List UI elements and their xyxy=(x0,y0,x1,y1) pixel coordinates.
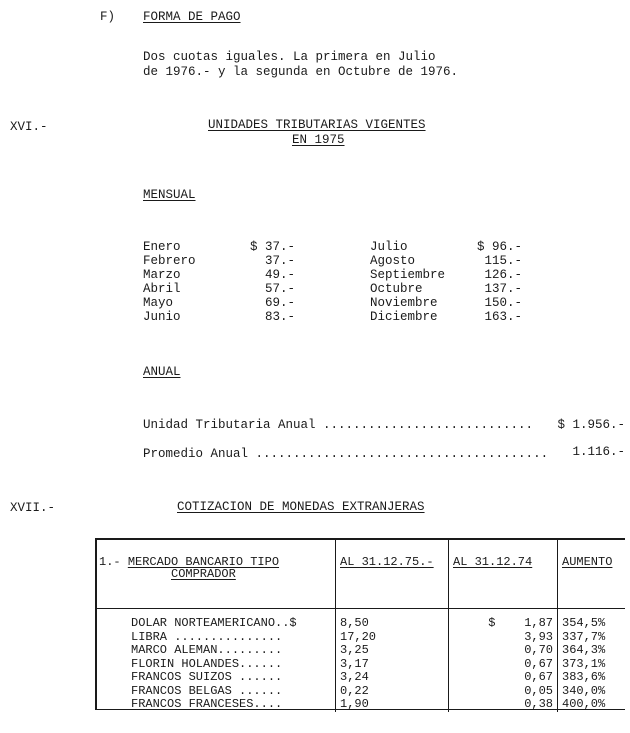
month-name: Octubre xyxy=(370,282,423,296)
value-1975: 3,25 xyxy=(336,644,449,658)
value-1974: 0,38 xyxy=(449,698,558,712)
anual-label: ANUAL xyxy=(143,365,181,379)
aumento-value: 383,6% xyxy=(562,670,606,684)
value-1975: 8,50 xyxy=(336,609,449,631)
header-col-1974: AL 31.12.74 xyxy=(449,538,558,609)
unidad-anual-value: $ 1.956.- xyxy=(557,418,625,432)
month-name: Marzo xyxy=(143,268,181,282)
unidad-anual-label: Unidad Tributaria Anual ............................ xyxy=(143,418,534,432)
month-name: Agosto xyxy=(370,254,416,268)
aumento-value: 354,5% xyxy=(562,616,606,630)
month-name: Abril xyxy=(143,282,181,296)
month-value: 115.- xyxy=(484,254,522,268)
promedio-anual-value: 1.116.- xyxy=(572,445,625,459)
header-col1-line1: MERCADO BANCARIO TIPO xyxy=(127,555,280,569)
table-row xyxy=(95,644,625,658)
month-name: Junio xyxy=(143,310,181,324)
month-name: Mayo xyxy=(143,296,174,310)
table-row xyxy=(95,631,625,645)
table-header-row xyxy=(95,538,625,609)
month-value: 83.- xyxy=(264,310,295,324)
value-1974: $ 1,87 xyxy=(449,609,558,631)
currency-name: FRANCOS FRANCESES.... xyxy=(95,698,336,712)
month-name: Diciembre xyxy=(370,310,438,324)
table-row xyxy=(95,685,625,699)
table-row xyxy=(95,658,625,672)
value-1975: 1,90 xyxy=(336,698,449,712)
table-row xyxy=(95,609,625,631)
table-row xyxy=(95,698,625,712)
value-1974: 0,67 xyxy=(449,658,558,672)
aumento-value: 400,0% xyxy=(562,697,606,711)
month-value: 137.- xyxy=(484,282,522,296)
table-row xyxy=(95,671,625,685)
header-col-aumento: AUMENTO xyxy=(558,538,626,609)
value-1974: 0,05 xyxy=(449,685,558,699)
exchange-rate-table xyxy=(95,538,625,712)
month-value: 126.- xyxy=(484,268,522,282)
month-value: $ 37.- xyxy=(249,240,295,254)
month-value: 69.- xyxy=(264,296,295,310)
header-col1-line2: COMPRADOR xyxy=(171,567,236,581)
mensual-label: MENSUAL xyxy=(143,188,196,202)
item-number: 1.- xyxy=(99,555,121,569)
section-xvi-title: UNIDADES TRIBUTARIAS VIGENTES xyxy=(208,118,426,132)
section-xvi-subtitle: EN 1975 xyxy=(292,133,345,147)
value-1974: 3,93 xyxy=(449,631,558,645)
month-name: Noviembre xyxy=(370,296,438,310)
aumento-value: 364,3% xyxy=(562,643,606,657)
value-1975: 3,17 xyxy=(336,658,449,672)
value-1975: 0,22 xyxy=(336,685,449,699)
header-col-1975: AL 31.12.75.- xyxy=(336,538,449,609)
month-value: 49.- xyxy=(264,268,295,282)
month-value: 163.- xyxy=(484,310,522,324)
currency-name: FRANCOS BELGAS ...... xyxy=(95,685,336,699)
value-1974: 0,67 xyxy=(449,671,558,685)
month-name: Febrero xyxy=(143,254,196,268)
currency-name: LIBRA ............... xyxy=(95,631,336,645)
section-f-letter: F) xyxy=(100,10,116,24)
currency-name: FLORIN HOLANDES...... xyxy=(95,658,336,672)
month-name: Enero xyxy=(143,240,181,254)
currency-name: DOLAR NORTEAMERICANO..$ xyxy=(95,609,336,631)
month-value: 37.- xyxy=(264,254,295,268)
section-f-line2: de 1976.- y la segunda en Octubre de 1976. xyxy=(143,65,459,79)
value-1974: 0,70 xyxy=(449,644,558,658)
aumento-value: 373,1% xyxy=(562,656,606,671)
currency-name: FRANCOS SUIZOS ...... xyxy=(95,671,336,685)
section-f-line1: Dos cuotas iguales. La primera en Julio xyxy=(143,50,436,64)
promedio-anual-label: Promedio Anual ....................................... xyxy=(143,447,549,461)
currency-name: MARCO ALEMAN......... xyxy=(95,644,336,658)
month-value: 150.- xyxy=(484,296,522,310)
month-name: Julio xyxy=(370,240,408,254)
section-f-title: FORMA DE PAGO xyxy=(143,10,241,24)
month-name: Septiembre xyxy=(370,268,446,282)
aumento-value: 337,7% xyxy=(562,629,606,644)
header-market-type xyxy=(95,538,336,609)
value-1975: 3,24 xyxy=(336,671,449,685)
aumento-value: 340,0% xyxy=(562,683,606,698)
month-value: $ 96.- xyxy=(476,240,522,254)
section-xvi-number: XVI.- xyxy=(10,120,48,134)
section-xvii-title: COTIZACION DE MONEDAS EXTRANJERAS xyxy=(177,500,425,514)
section-xvii-number: XVII.- xyxy=(10,501,56,515)
value-1975: 17,20 xyxy=(336,631,449,645)
month-value: 57.- xyxy=(264,282,295,296)
